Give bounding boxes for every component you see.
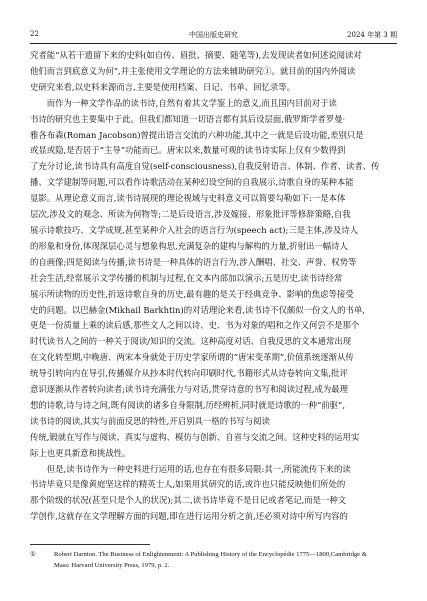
- issue-label: 2024 年第 3 期: [347, 31, 397, 39]
- article-body: [30, 48, 397, 525]
- header-divider: [30, 43, 397, 44]
- running-header: [30, 26, 397, 42]
- paragraph-1: 究者能“从若干遗留下来的史料(如自传、眉批、摘要、随笔等),去发现读者如何述说阅读对 他们而言到底意义为何”,并主张使用文学理论的方法来辅助研究①。就目前的国内外阅读 史研究来看,以史料来源而言,主要是使用档案、日记、书单、回忆录等。: [30, 50, 362, 92]
- page-number: 22: [30, 30, 39, 38]
- journal-title: 中国出版史研究: [189, 31, 238, 39]
- footnote: [30, 549, 397, 571]
- footnote-mark: ①: [30, 551, 36, 558]
- paragraph-2: 而作为一种文学作品的读书诗,自然有着其文学鉴上的意义,而且国内目前对于读 书诗的研究也主要集中于此。但我们都知道一切语言都有其后设层面,俄罗斯学者罗曼· 雅各布森(Roman Jacobson)曾提出语言交流的六种功能,其中之一就是后设功能,差别只是 或显或隐,是否居于“主导”功能而已。唐宋以来,数量可观的读书诗实际上仅有少数得到 了充分讨论,读书诗具有高度自觉(self-consciousness),自我反射语言、体制、作者、读者、传 播、文学建制等问题,可以看作诗歌活动在某种幻设空间的自我展示,诗歌自身的某种本能 显影。从理论意义而言,读书诗展现的理论视域与史料意义可以简要勾勒如下:一是本体 层次,涉及文的观念、所读为何物等;二是后设语言,涉及嫁接、形象批评等修辞策略,自我 展示诗歌技巧、文学成规,甚至某种介入社会的语言行为(speech act);三是主体,涉及诗人 的形象和身份,体现深层心灵与想象构思,充满复杂的建构与解构的力量,折射出一幅诗人 的自画像;四是阅读与传播,读书诗是一种具体的语言行为,涉入酬唱、社交、声誉、权势等 社会生活,经常展示文学传播的机制与过程,在文本内部加以演示;五是历史,读书诗经常 展示所读物的历史性,折返诗歌自身的历史,最有趣的是关于经典竞争、影响的焦虑等接受 史的问题。以巴赫金(Mikhail Barkhtin)的对话理论来看,读书诗不仅颇似一份文人的书单, 更是一份质量上乘的读后感,那些文人之间以诗、史、书为对象的唱和之作又何尝不是那个 时代读书人之间的一种关于阅读/知识的交流。这种高度对话、自我反思的文本通常出现 在文化转型期,中晚唐、两宋本身就处于历史学家所谓的“唐宋变革期”,价值系统逐渐从传 统导引转向内在导引,传播媒介从抄本时代转向印刷时代,书籍形式从诗卷转向文集,批评 意识逐渐从作者转向读者;读书诗充满张力与对话,贯穿诗意的书写和阅读过程,成为最理 想的诗歌,诗与诗之间,既有阅读的诸多自身限制,历经辨析,同时就是诗歌的一种“前驱”, 读书诗的阅读,其实与前面反思的特性,开启别具一格的书写与阅读 传统,锻就在写作与阅读、真实与虚构、模仿与创新、自省与交流之间。这种史料的运用实 际上也更具新意和挑战性。: [30, 97, 380, 458]
- footnote-text: Robert Darnton. The Business of Enlightenment: A Publishing History of the Encyclopédie 1775—1800,Cambridge & Mass: Harvard University Press, 1979, p. 2.: [54, 551, 367, 569]
- paragraph-3: 但是,读书诗作为一种史料进行运用的话,也存在有很多局限:其一,所能流传下来的读 书诗毕竟只是像黄庭坚这样的精英士人,如果用其研究的话,或许也只能反映他们所处的 那个阶级的状况(甚至只是个人的状况);其二,读书诗毕竟不是日记或者笔记,而是一种文 学创作,这就存在文学理解方面的问题,即在进行运用分析之前,还必须对诗中所写内容的: [30, 463, 351, 522]
- footnote-divider: [30, 544, 150, 545]
